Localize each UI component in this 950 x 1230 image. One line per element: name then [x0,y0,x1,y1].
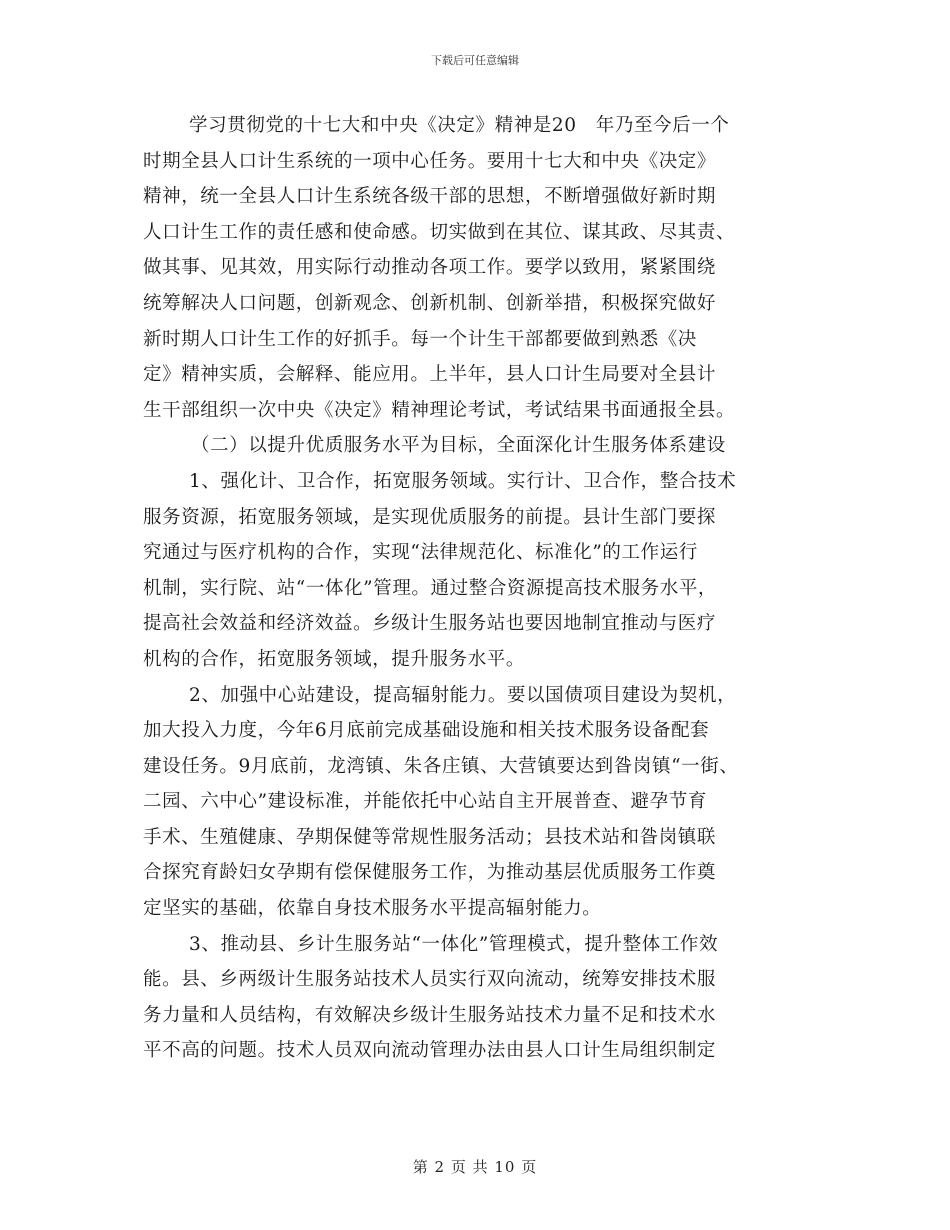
paragraph-line: 合探究育龄妇女孕期有偿保健服务工作，为推动基层优质服务工作奠 [143,862,717,884]
paragraph-line: 提高社会效益和经济效益。乡级计生服务站也要因地制宜推动与医疗 [143,613,717,635]
page-number-footer: 第 2 页 共 10 页 [412,1158,538,1176]
paragraph-line: 生干部组织一次中央《决定》精神理论考试，考试结果书面通报全县。 [143,399,736,421]
paragraph-line: 2、加强中心站建设，提高辐射能力。要以国债项目建设为契机， [189,684,737,706]
paragraph-line: 精神，统一全县人口计生系统各级干部的思想，不断增强做好新时期 [143,186,717,208]
paragraph-line: 务力量和人员结构，有效解决乡级计生服务站技术力量不足和技术水 [143,1004,717,1026]
paragraph-line: 定坚实的基础，依靠自身技术服务水平提高辐射能力。 [143,898,602,920]
paragraph-line: 人口计生工作的责任感和使命感。切实做到在其位、谋其政、尽其责、 [143,221,736,243]
paragraph-line: 3、推动县、乡计生服务站“一体化”管理模式，提升整体工作效 [189,933,719,955]
page-header: 下载后可任意编辑 [431,54,519,67]
paragraph-line: 机制，实行院、站“一体化”管理。通过整合资源提高技术服务水平， [143,577,718,599]
document-body [143,108,807,1069]
paragraph-line: 能。县、乡两级计生服务站技术人员实行双向流动，统筹安排技术服 [143,969,717,991]
paragraph-line: 学习贯彻党的十七大和中央《决定》精神是20 年乃至今后一个 [189,115,730,136]
paragraph-line: 做其事、见其效，用实际行动推动各项工作。要学以致用，紧紧围绕 [143,257,717,279]
paragraph-line: 统筹解决人口问题，创新观念、创新机制、创新举措，积极探究做好 [143,292,717,314]
paragraph-line: 建设任务。9月底前，龙湾镇、朱各庄镇、大营镇要达到昝岗镇“一街、 [143,755,739,777]
paragraph-line: 究通过与医疗机构的合作，实现“法律规范化、标准化”的工作运行 [143,542,698,564]
paragraph-line: 加大投入力度，今年6月底前完成基础设施和相关技术服务设备配套 [143,720,710,742]
paragraph-line: 服务资源，拓宽服务领域，是实现优质服务的前提。县计生部门要探 [143,506,717,528]
paragraph-line: 手术、生殖健康、孕期保健等常规性服务活动；县技术站和昝岗镇联 [143,826,717,848]
section-heading: （二）以提升优质服务水平为目标，全面深化计生服务体系建设 [191,435,726,457]
paragraph-line: 1、强化计、卫合作，拓宽服务领域。实行计、卫合作，整合技术 [189,470,737,492]
paragraph-line: 新时期人口计生工作的好抓手。每一个计生干部都要做到熟悉《决 [143,328,697,350]
paragraph-line: 时期全县人口计生系统的一项中心任务。要用十七大和中央《决定》 [143,150,717,172]
paragraph-line: 机构的合作，拓宽服务领域，提升服务水平。 [143,648,526,670]
paragraph-line: 定》精神实质，会解释、能应用。上半年，县人口计生局要对全县计 [143,364,717,386]
paragraph-line: 平不高的问题。技术人员双向流动管理办法由县人口计生局组织制定 [143,1040,717,1062]
paragraph-line: 二园、六中心”建设标准，并能依托中心站自主开展普查、避孕节育 [143,791,707,813]
